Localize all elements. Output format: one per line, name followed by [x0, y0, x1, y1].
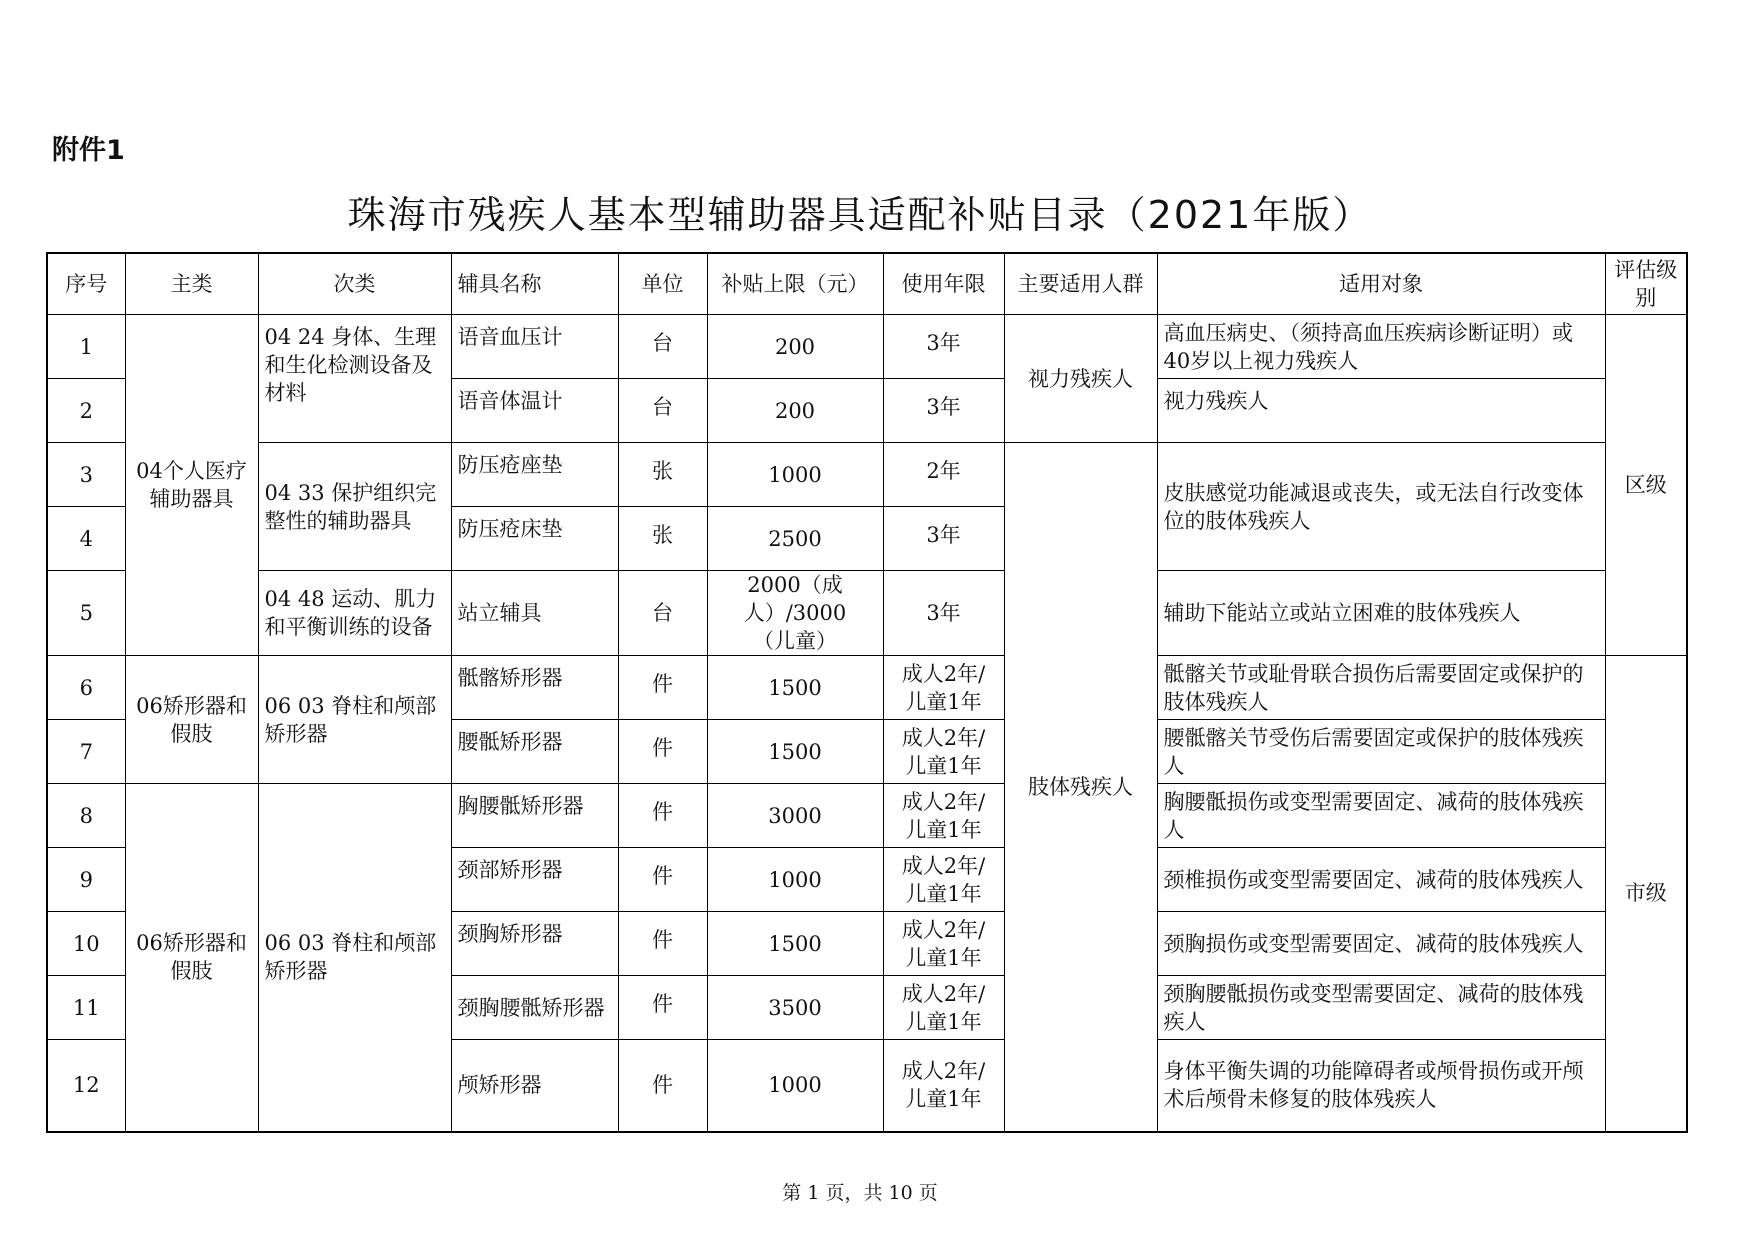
- cell-device-name: 颈胸腰骶矫形器: [451, 976, 618, 1040]
- cell-unit: 台: [618, 315, 707, 379]
- cell-service-life: 成人2年/儿童1年: [883, 1040, 1004, 1132]
- cell-service-life: 成人2年/儿童1年: [883, 976, 1004, 1040]
- cell-service-life: 3年: [883, 507, 1004, 571]
- header-sub-class: 次类: [258, 253, 451, 315]
- attachment-label: 附件1: [52, 135, 125, 166]
- cell-device-name: 颈胸矫形器: [451, 912, 618, 976]
- cell-unit: 件: [618, 720, 707, 784]
- header-main-group: 主要适用人群: [1004, 253, 1157, 315]
- cell-device-name: 语音体温计: [451, 379, 618, 443]
- cell-sub-class: 04 33 保护组织完整性的辅助器具: [258, 443, 451, 571]
- header-device-name: 辅具名称: [451, 253, 618, 315]
- cell-main-group: 肢体残疾人: [1004, 443, 1157, 1132]
- page-title: 珠海市残疾人基本型辅助器具适配补贴目录（2021年版）: [347, 193, 1373, 237]
- cell-device-name: 防压疮床垫: [451, 507, 618, 571]
- cell-service-life: 成人2年/儿童1年: [883, 784, 1004, 848]
- cell-seq: 2: [47, 379, 125, 443]
- cell-unit: 件: [618, 1040, 707, 1132]
- cell-unit: 台: [618, 571, 707, 656]
- cell-target: 腰骶髂关节受伤后需要固定或保护的肢体残疾人: [1157, 720, 1605, 784]
- cell-target: 视力残疾人: [1157, 379, 1605, 443]
- cell-unit: 件: [618, 656, 707, 720]
- cell-subsidy-limit: 2000（成人）/3000（儿童）: [707, 571, 883, 656]
- table-row: [47, 656, 1687, 720]
- header-assess-level: 评估级别: [1605, 253, 1687, 315]
- cell-sub-class: 06 03 脊柱和颅部矫形器: [258, 784, 451, 1132]
- cell-unit: 张: [618, 443, 707, 507]
- cell-seq: 4: [47, 507, 125, 571]
- cell-subsidy-limit: 2500: [707, 507, 883, 571]
- cell-service-life: 成人2年/儿童1年: [883, 848, 1004, 912]
- cell-target: 胸腰骶损伤或变型需要固定、减荷的肢体残疾人: [1157, 784, 1605, 848]
- cell-sub-class: 04 24 身体、生理和生化检测设备及材料: [258, 315, 451, 443]
- table-row: [47, 784, 1687, 848]
- cell-unit: 件: [618, 976, 707, 1040]
- cell-service-life: 成人2年/儿童1年: [883, 912, 1004, 976]
- table-row: [47, 571, 1687, 656]
- cell-seq: 12: [47, 1040, 125, 1132]
- cell-sub-class: 04 48 运动、肌力和平衡训练的设备: [258, 571, 451, 656]
- table-row: [47, 315, 1687, 379]
- cell-subsidy-limit: 3500: [707, 976, 883, 1040]
- cell-subsidy-limit: 1500: [707, 720, 883, 784]
- cell-seq: 3: [47, 443, 125, 507]
- cell-target: 辅助下能站立或站立困难的肢体残疾人: [1157, 571, 1605, 656]
- cell-main-class: 06矫形器和假肢: [125, 656, 258, 784]
- cell-sub-class: 06 03 脊柱和颅部矫形器: [258, 656, 451, 784]
- table-header-row: [47, 253, 1687, 315]
- cell-device-name: 腰骶矫形器: [451, 720, 618, 784]
- cell-unit: 台: [618, 379, 707, 443]
- cell-target: 颈胸损伤或变型需要固定、减荷的肢体残疾人: [1157, 912, 1605, 976]
- header-service-life: 使用年限: [883, 253, 1004, 315]
- table-row: [47, 443, 1687, 507]
- cell-target: 身体平衡失调的功能障碍者或颅骨损伤或开颅术后颅骨未修复的肢体残疾人: [1157, 1040, 1605, 1132]
- header-main-class: 主类: [125, 253, 258, 315]
- header-unit: 单位: [618, 253, 707, 315]
- cell-target: 颈椎损伤或变型需要固定、减荷的肢体残疾人: [1157, 848, 1605, 912]
- cell-subsidy-limit: 1000: [707, 1040, 883, 1132]
- cell-seq: 11: [47, 976, 125, 1040]
- cell-unit: 件: [618, 784, 707, 848]
- cell-subsidy-limit: 1500: [707, 656, 883, 720]
- cell-device-name: 防压疮座垫: [451, 443, 618, 507]
- cell-unit: 件: [618, 912, 707, 976]
- page-footer: 第 1 页，共 10 页: [782, 1182, 938, 1204]
- cell-service-life: 成人2年/儿童1年: [883, 720, 1004, 784]
- cell-device-name: 胸腰骶矫形器: [451, 784, 618, 848]
- cell-unit: 件: [618, 848, 707, 912]
- cell-device-name: 站立辅具: [451, 571, 618, 656]
- cell-seq: 1: [47, 315, 125, 379]
- cell-device-name: 颈部矫形器: [451, 848, 618, 912]
- subsidy-catalog-table: [46, 252, 1688, 1133]
- cell-unit: 张: [618, 507, 707, 571]
- cell-service-life: 成人2年/儿童1年: [883, 656, 1004, 720]
- cell-service-life: 3年: [883, 571, 1004, 656]
- cell-device-name: 颅矫形器: [451, 1040, 618, 1132]
- cell-seq: 7: [47, 720, 125, 784]
- cell-main-group: 视力残疾人: [1004, 315, 1157, 443]
- cell-target: 高血压病史、（须持高血压疾病诊断证明）或40岁以上视力残疾人: [1157, 315, 1605, 379]
- cell-service-life: 3年: [883, 379, 1004, 443]
- cell-seq: 10: [47, 912, 125, 976]
- cell-device-name: 语音血压计: [451, 315, 618, 379]
- cell-device-name: 骶髂矫形器: [451, 656, 618, 720]
- cell-target: 皮肤感觉功能减退或丧失，或无法自行改变体位的肢体残疾人: [1157, 443, 1605, 571]
- cell-seq: 5: [47, 571, 125, 656]
- cell-subsidy-limit: 200: [707, 315, 883, 379]
- cell-seq: 9: [47, 848, 125, 912]
- cell-assess-level: 市级: [1605, 656, 1687, 1132]
- cell-subsidy-limit: 200: [707, 379, 883, 443]
- header-subsidy-limit: 补贴上限（元）: [707, 253, 883, 315]
- cell-seq: 6: [47, 656, 125, 720]
- cell-service-life: 3年: [883, 315, 1004, 379]
- cell-subsidy-limit: 1000: [707, 848, 883, 912]
- cell-assess-level: 区级: [1605, 315, 1687, 656]
- cell-subsidy-limit: 1500: [707, 912, 883, 976]
- cell-target: 骶髂关节或耻骨联合损伤后需要固定或保护的肢体残疾人: [1157, 656, 1605, 720]
- cell-subsidy-limit: 3000: [707, 784, 883, 848]
- header-target: 适用对象: [1157, 253, 1605, 315]
- header-seq: 序号: [47, 253, 125, 315]
- cell-service-life: 2年: [883, 443, 1004, 507]
- cell-seq: 8: [47, 784, 125, 848]
- cell-target: 颈胸腰骶损伤或变型需要固定、减荷的肢体残疾人: [1157, 976, 1605, 1040]
- cell-main-class: 06矫形器和假肢: [125, 784, 258, 1132]
- cell-main-class: 04个人医疗辅助器具: [125, 315, 258, 656]
- cell-subsidy-limit: 1000: [707, 443, 883, 507]
